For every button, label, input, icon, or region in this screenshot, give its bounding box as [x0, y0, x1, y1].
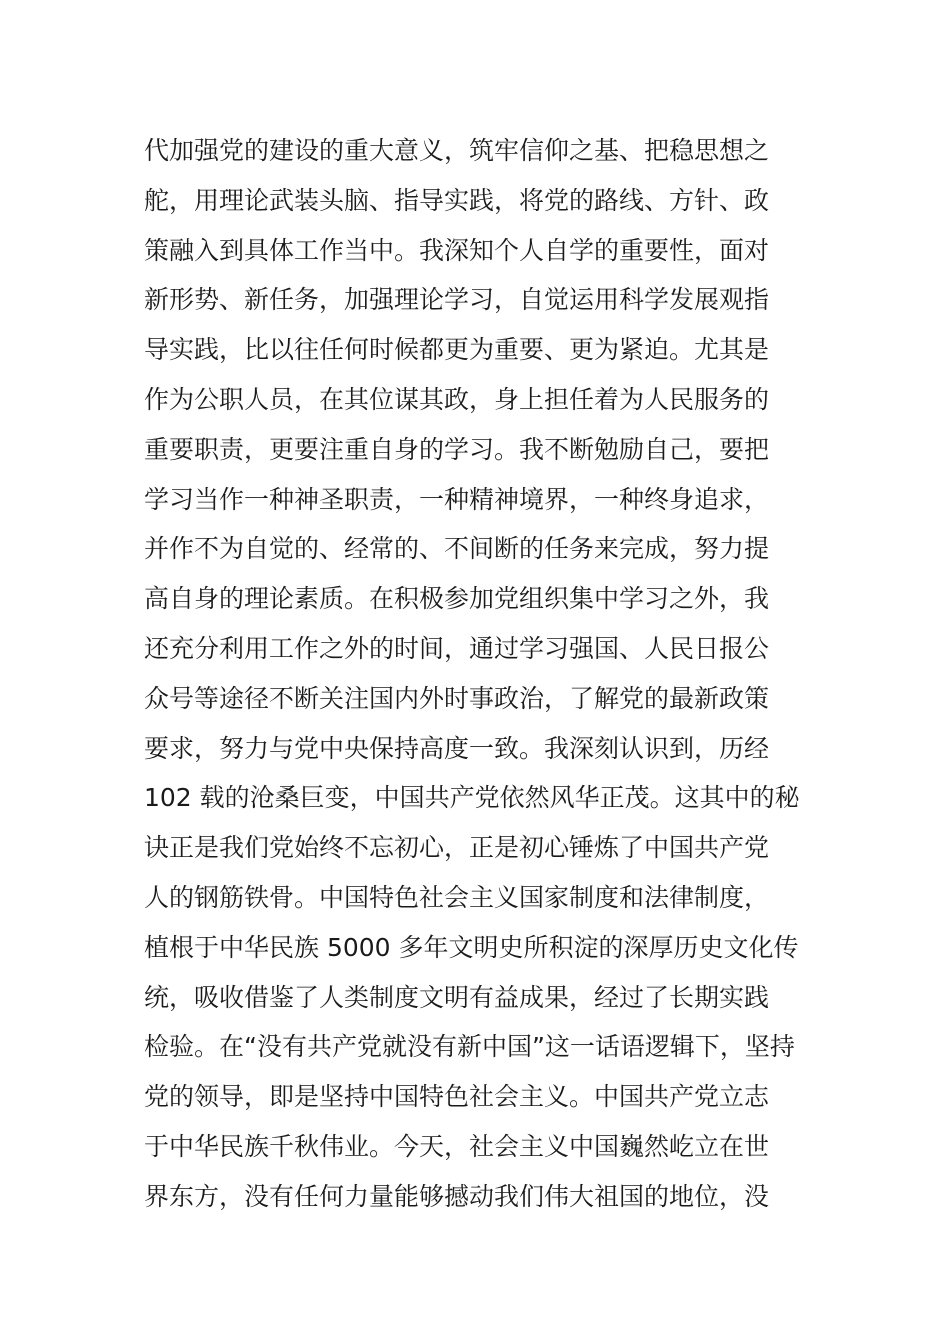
text-line: 新形势、新任务，加强理论学习，自觉运用科学发展观指 — [144, 285, 770, 315]
text-line: 植根于中华民族 5000 多年文明史所积淀的深厚历史文化传 — [144, 932, 799, 962]
text-line: 学习当作一种神圣职责，一种精神境界，一种终身追求， — [144, 484, 770, 514]
text-line: 检验。在“没有共产党就没有新中国”这一话语逻辑下，坚持 — [144, 1032, 795, 1062]
text-line: 界东方，没有任何力量能够撼动我们伟大祖国的地位，没 — [144, 1181, 770, 1211]
text-line: 诀正是我们党始终不忘初心，正是初心锤炼了中国共产党 — [144, 833, 770, 863]
text-line: 舵，用理论武装头脑、指导实践，将党的路线、方针、政 — [144, 185, 770, 215]
text-line: 导实践，比以往任何时候都更为重要、更为紧迫。尤其是 — [144, 335, 770, 365]
text-line: 102 载的沧桑巨变，中国共产党依然风华正茂。这其中的秘 — [144, 783, 800, 813]
text-line: 作为公职人员，在其位谋其政，身上担任着为人民服务的 — [144, 384, 770, 414]
text-line: 并作不为自觉的、经常的、不间断的任务来完成，努力提 — [144, 534, 770, 564]
text-line: 要求，努力与党中央保持高度一致。我深刻认识到，历经 — [144, 733, 770, 763]
text-line: 统，吸收借鉴了人类制度文明有益成果，经过了长期实践 — [144, 982, 770, 1012]
text-line: 众号等途径不断关注国内外时事政治，了解党的最新政策 — [144, 683, 770, 713]
text-line: 于中华民族千秋伟业。今天，社会主义中国巍然屹立在世 — [144, 1131, 770, 1161]
text-line: 重要职责，更要注重自身的学习。我不断勉励自己，要把 — [144, 434, 770, 464]
text-line: 还充分利用工作之外的时间，通过学习强国、人民日报公 — [144, 633, 770, 663]
text-line: 人的钢筋铁骨。中国特色社会主义国家制度和法律制度， — [144, 882, 770, 912]
text-line: 党的领导，即是坚持中国特色社会主义。中国共产党立志 — [144, 1082, 770, 1112]
text-line: 高自身的理论素质。在积极参加党组织集中学习之外，我 — [144, 584, 770, 614]
body-paragraph — [144, 126, 824, 1222]
text-line: 策融入到具体工作当中。我深知个人自学的重要性，面对 — [144, 235, 770, 265]
text-line: 代加强党的建设的重大意义，筑牢信仰之基、把稳思想之 — [144, 136, 770, 165]
